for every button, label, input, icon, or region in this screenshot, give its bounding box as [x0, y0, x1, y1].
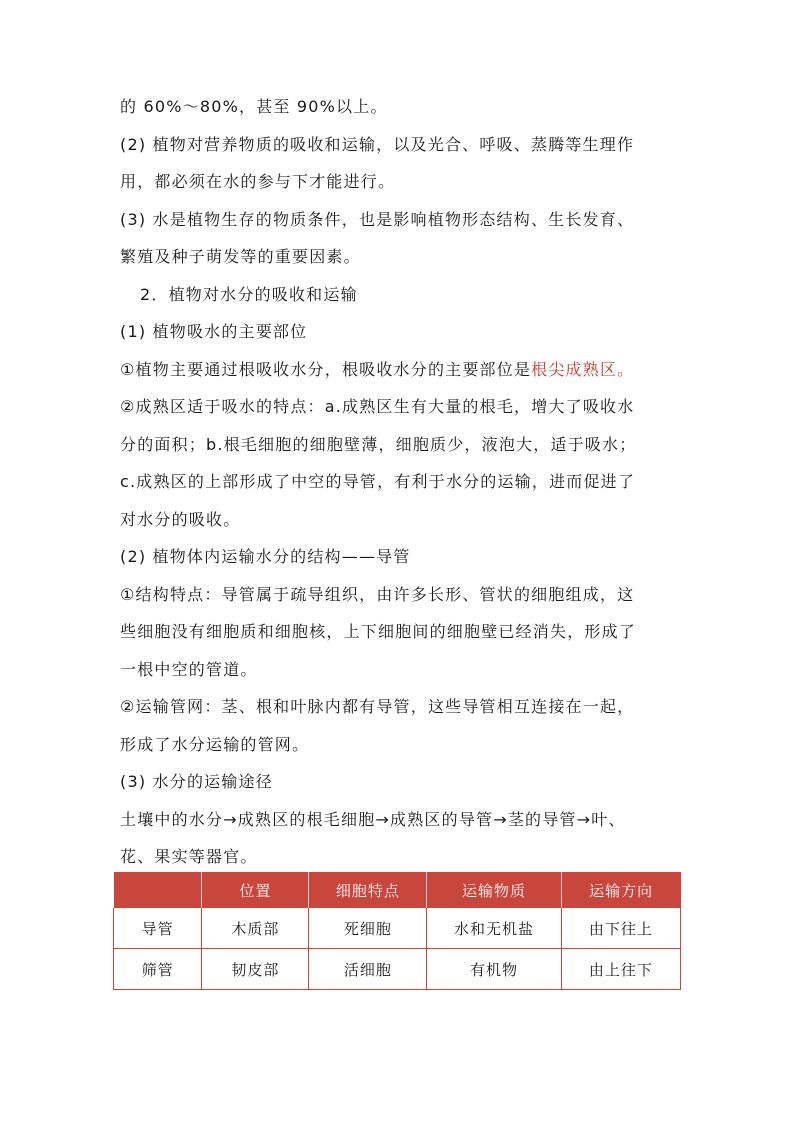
subheading-2: (2) 植物体内运输水分的结构——导管 — [120, 547, 411, 566]
text-line-9: ②成熟区适于吸水的特点：a.成熟区生有大量的根毛，增大了吸收水 — [120, 397, 635, 416]
table-header-cell — [114, 872, 202, 908]
subheading-3: (3) 水分的运输途径 — [120, 772, 273, 791]
table-row — [114, 908, 681, 949]
text-line-3: 用，都必须在水的参与下才能进行。 — [120, 172, 396, 191]
text-line-16: 一根中空的管道。 — [120, 659, 258, 679]
text-line-4: (3) 水是植物生存的物质条件，也是影响植物形态结构、生长发育、 — [120, 209, 635, 229]
table-cell: 有机物 — [427, 949, 561, 990]
table-cell: 韧皮部 — [202, 949, 309, 990]
table-header-cell: 位置 — [202, 872, 309, 908]
table-cell: 筛管 — [114, 949, 202, 990]
text-line-17: ②运输管网：茎、根和叶脉内都有导管，这些导管相互连接在一起， — [120, 697, 635, 716]
text-line-1: 的 60%～80%，甚至 90%以上。 — [120, 97, 388, 116]
table-header-row — [114, 872, 681, 908]
table-header-cell: 运输方向 — [561, 872, 680, 908]
table-cell: 水和无机盐 — [427, 908, 561, 949]
text-line-5: 繁殖及种子萌发等的重要因素。 — [120, 247, 361, 266]
text-line-15: 些细胞没有细胞质和细胞核，上下细胞间的细胞壁已经消失，形成了 — [120, 622, 637, 641]
section-heading-2: 2．植物对水分的吸收和运输 — [140, 284, 358, 304]
table-cell: 活细胞 — [309, 949, 427, 990]
table-cell: 由下往上 — [561, 908, 680, 949]
table-cell: 由上往下 — [561, 949, 680, 990]
text-line-2: (2) 植物对营养物质的吸收和运输，以及光合、呼吸、蒸腾等生理作 — [120, 134, 635, 154]
text-line-8-main: ①植物主要通过根吸收水分，根吸收水分的主要部位是 — [120, 359, 532, 379]
table-cell: 木质部 — [202, 908, 309, 949]
subheading-1: (1) 植物吸水的主要部位 — [120, 322, 308, 341]
highlight-root-zone: 根尖成熟区。 — [531, 359, 635, 379]
document-body — [120, 88, 686, 876]
text-line-10: 分的面积；b.根毛细胞的细胞壁薄，细胞质少，液泡大，适于吸水； — [120, 434, 637, 454]
text-line-20: 土壤中的水分→成熟区的根毛细胞→成熟区的导管→茎的导管→叶、 — [120, 809, 626, 829]
text-line-8 — [120, 351, 686, 389]
text-line-21: 花、果实等器官。 — [120, 847, 258, 866]
text-line-18: 形成了水分运输的管网。 — [120, 734, 310, 754]
table-header-cell: 细胞特点 — [309, 872, 427, 908]
table-cell: 导管 — [114, 908, 202, 949]
vessel-comparison-table — [113, 872, 681, 990]
text-line-11: c.成熟区的上部形成了中空的导管，有利于水分的运输，进而促进了 — [120, 472, 636, 491]
text-line-14: ①结构特点：导管属于疏导组织，由许多长形、管状的细胞组成，这 — [120, 584, 635, 604]
text-line-12: 对水分的吸收。 — [120, 509, 241, 529]
table-header-cell: 运输物质 — [427, 872, 561, 908]
table-row — [114, 949, 681, 990]
table-cell: 死细胞 — [309, 908, 427, 949]
